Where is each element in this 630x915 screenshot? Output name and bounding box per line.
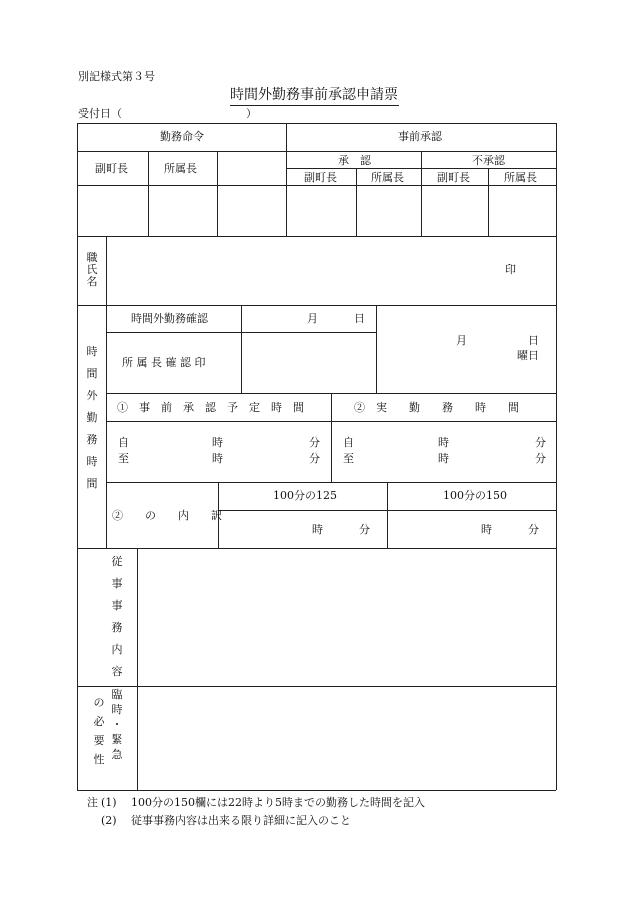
order-label: 勤務命令 <box>160 130 204 143</box>
overtime-confirm-label: 時間外勤務確認 <box>131 312 208 325</box>
note-2-text: 従事事務内容は出来る限り詳細に記入のこと <box>131 814 351 827</box>
not-approved-deputy-mayor-seal-box[interactable] <box>422 186 487 235</box>
work-month-label: 月 <box>456 334 467 347</box>
not-approved-deputy-mayor: 副町長 <box>437 171 470 184</box>
approved-deputy-mayor-seal-box[interactable] <box>287 186 355 235</box>
planned-from-hour: 時 <box>212 436 223 449</box>
staff-name-label: 職 氏 名 <box>86 251 98 288</box>
form-title: 時間外勤務事前承認申請票 <box>230 87 398 103</box>
confirm-month-label: 月 <box>307 312 318 325</box>
planned-time-label: ① 事 前 承 認 予 定 時 間 <box>117 401 304 414</box>
rate-150-minute: 分 <box>528 523 539 536</box>
breakdown-label: ② の 内 訳 <box>112 509 222 522</box>
received-date-close: ） <box>246 107 257 120</box>
actual-from-minute: 分 <box>535 436 546 449</box>
actual-to-minute: 分 <box>535 452 546 465</box>
title-underline <box>230 105 399 106</box>
planned-from-label: 自 <box>118 436 129 449</box>
form-number: 別記様式第３号 <box>78 70 155 83</box>
note-1-number: (1) <box>101 796 117 809</box>
not-approved-dept-head-seal-box[interactable] <box>489 186 555 235</box>
rate-150-label: 100分の150 <box>443 489 507 502</box>
approved-dept-head-seal-box[interactable] <box>357 186 420 235</box>
necessity-field[interactable] <box>138 687 555 789</box>
actual-from-label: 自 <box>343 436 354 449</box>
notes-prefix: 注 <box>87 796 98 809</box>
not-approved-label: 不承認 <box>472 154 505 167</box>
planned-from-minute: 分 <box>309 436 320 449</box>
necessity-label-a: 臨 時 ・ 緊 急 <box>111 688 123 761</box>
order-deputy-mayor-seal-box[interactable] <box>78 186 147 235</box>
planned-to-hour: 時 <box>212 452 223 465</box>
actual-to-label: 至 <box>343 452 354 465</box>
rate-125-minute: 分 <box>359 523 370 536</box>
seal-mark: 印 <box>505 263 516 276</box>
received-date-label: 受付日（ <box>78 107 122 120</box>
necessity-label-b: の 必 要 性 <box>93 696 105 766</box>
work-date-field[interactable] <box>377 306 555 392</box>
note-1-text: 100分の150欄には22時より5時までの勤務した時間を記入 <box>131 796 425 809</box>
actual-time-label: ② 実 勤 務 時 間 <box>354 401 519 414</box>
approved-deputy-mayor: 副町長 <box>304 171 337 184</box>
order-dept-head-seal-box[interactable] <box>149 186 216 235</box>
actual-from-hour: 時 <box>438 436 449 449</box>
planned-to-label: 至 <box>118 452 129 465</box>
work-content-field[interactable] <box>138 549 555 685</box>
work-weekday-label: 曜日 <box>517 349 539 362</box>
staff-name-field[interactable] <box>107 237 555 304</box>
overtime-section-label: 時 間 外 勤 務 時 間 <box>86 345 98 490</box>
approved-dept-head: 所属長 <box>371 171 404 184</box>
note-2-number: (2) <box>101 814 117 827</box>
not-approved-dept-head: 所属長 <box>504 171 537 184</box>
work-content-label: 従 事 事 務 内 容 <box>111 555 123 678</box>
dept-head-seal-label: 所 属 長 確 認 印 <box>122 356 206 369</box>
rate-125-hour: 時 <box>312 523 323 536</box>
work-day-label: 日 <box>528 334 539 347</box>
approved-label: 承 認 <box>338 154 371 167</box>
planned-to-minute: 分 <box>309 452 320 465</box>
order-deputy-mayor: 副町長 <box>95 162 128 175</box>
order-dept-head: 所属長 <box>164 162 197 175</box>
rate-150-hour: 時 <box>481 523 492 536</box>
confirm-day-label: 日 <box>354 312 365 325</box>
dept-head-seal-box[interactable] <box>242 333 375 392</box>
prior-approval-label: 事前承認 <box>398 130 442 143</box>
rate-125-label: 100分の125 <box>273 489 337 502</box>
actual-to-hour: 時 <box>438 452 449 465</box>
